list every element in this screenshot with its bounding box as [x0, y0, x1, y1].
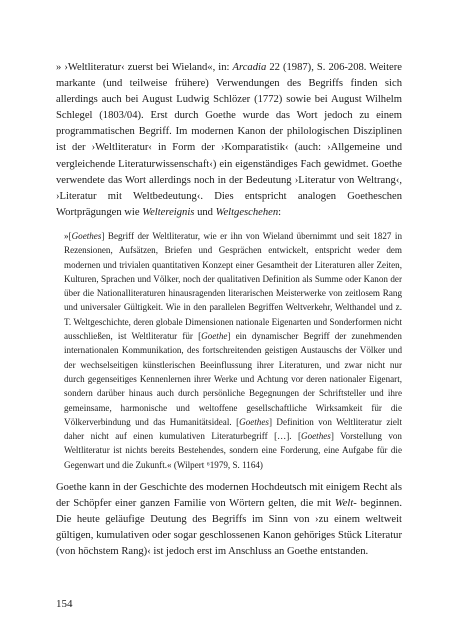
- italic-goethes: Goethes: [301, 431, 331, 442]
- closing-paragraph: [56, 480, 402, 560]
- italic-goethes: Goethes: [71, 230, 102, 241]
- text-run: und: [194, 206, 216, 218]
- text-run: ] ein dynamischer Begriff der zunehmenden internationalen Kommunikation, des fortschreitenden geistigen Austauschs der Völker und der wechselseitigen künstlerischen Beeinflussung ihrer Literaturen, und zwar nicht nur durch gegenseitiges Kennenlernen ihrer Werke und Achtung vor deren nationaler Eigenart, sondern darüber hinaus auch durch persönliche Begegnungen der Schriftsteller und ihre gemeinsame, harmonische und weltoffene gesellschaftliche Wirksamkeit für die Völkerverbindung und das Humanitätsideal. [: [64, 331, 402, 427]
- italic-goethe: Goethe: [201, 331, 228, 342]
- block-quote: [56, 229, 402, 472]
- text-run: :: [278, 206, 282, 218]
- text-run: ] Begriff der Weltliteratur, wie er ihn von Wieland übernimmt und seit 1827 in Rezensionen, Aufsätzen, Briefen und Gesprächen entwickelt, entspricht weder dem modernen und trivialen quantitativen Konzept einer Gesamtheit der Literaturen aller Zeiten, Kulturen, Sprachen und Völker, noch der qualitativen Definition als Summe oder Kanon der über die Nationalliteraturen hinausragenden literarischen Meisterwerke von zeitlosem Rang und universaler Gültigkeit. Wie in den parallelen Begriffen Weltverkehr, Welthandel und z. T. Weltgeschichte, deren globale Dimensionen nationale Eigenarten und Sonderformen nicht ausschließen, ist Weltliteratur für [: [64, 230, 402, 342]
- text-run: ] Definition von Weltliteratur zielt daher nicht auf einen kumulativen Literaturbegriff […]. [: [64, 416, 402, 442]
- journal-title: Arcadia: [232, 62, 267, 73]
- term-weltgeschehen: Weltgeschehen: [215, 206, 279, 218]
- page-body: [56, 60, 402, 560]
- text-run: beginnen. Die heute geläufige Deutung des Begriffs im Sinn von ›zu einem weltweit gültigen, kumulativen oder sogar geschlossenen Kanon gehöriges Stück Literatur (von höchstem Rang)‹ ist jedoch erst im Anschluss an Goethe entstanden.: [56, 498, 402, 558]
- term-welt: Welt-: [334, 498, 357, 510]
- text-run: »[: [64, 230, 72, 241]
- opening-paragraph: [56, 60, 402, 221]
- text-run: 22 (1987), S. 206-208. Weitere markante (und teilweise frühere) Verwendungen des Begriffs finden sich allerdings auch bei August Ludwig Schlözer (1772) sowie bei August Wilhelm Schlegel (1803/04). Erst durch Goethe wurde das Wort jedoch zu einem programmatischen Begriff. Im modernen Kanon der philologischen Disziplinen ist der ›Weltliteratur‹ in Form der ›Komparatistik‹ (auch: ›Allgemeine und vergleichende Literaturwissenschaft‹) ein eigenständiges Fach gewidmet. Goethe verwendete das Wort allerdings noch in der Bedeutung ›Literatur von Weltrang‹, ›Literatur mit Weltbedeutung‹. Dies entspricht analogen Goetheschen Wortprägungen wie: [56, 62, 402, 218]
- italic-goethes: Goethes: [239, 416, 269, 427]
- text-run: ] Vorstellung von Weltliteratur ist nichts bereits Bestehendes, sondern eine Forderung, eine Aufgabe für die Gegenwart und die Zukunft.« (Wilpert ⁶1979, S. 1164): [64, 431, 402, 470]
- page-number: 154: [56, 598, 73, 610]
- term-weltereignis: Weltereignis: [142, 206, 195, 218]
- text-run: Goethe kann in der Geschichte des modernen Hochdeutsch mit einigem Recht als der Schöpfer einer ganzen Familie von Wörtern gelten, die mit: [56, 481, 402, 510]
- text-run: » ›Weltliteratur‹ zuerst bei Wieland«, in:: [56, 62, 233, 73]
